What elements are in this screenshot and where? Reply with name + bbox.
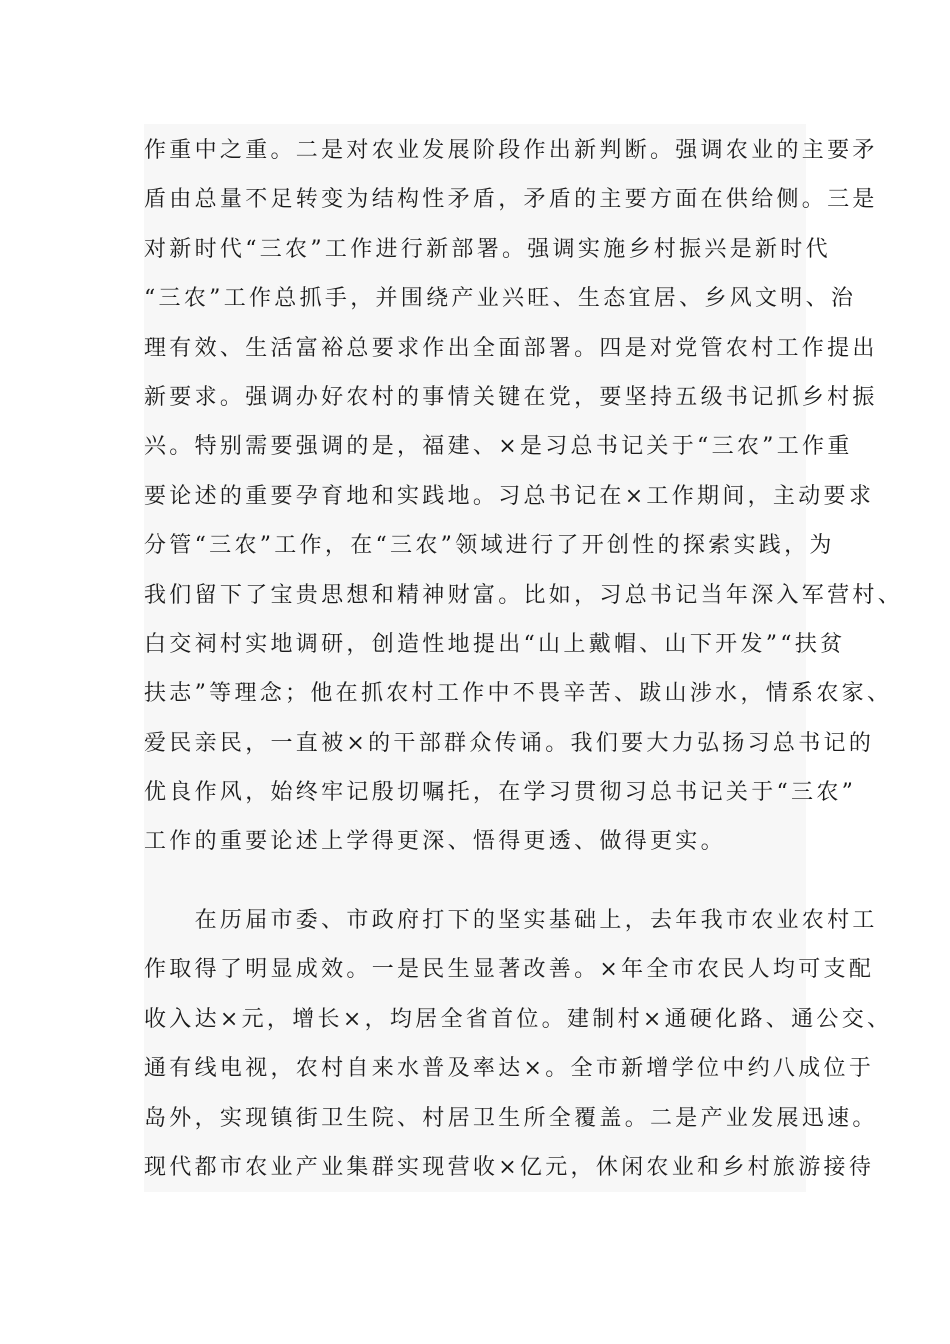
text-line: 我们留下了宝贵思想和精神财富。比如，习总书记当年深入军营村、 [144, 582, 904, 608]
text-line: 在历届市委、市政府打下的坚实基础上，去年我市农业农村工 [144, 908, 878, 933]
document-text-block [144, 124, 904, 1192]
text-line: 新要求。强调办好农村的事情关键在党，要坚持五级书记抓乡村振 [144, 384, 878, 410]
text-line: 爱民亲民，一直被×的干部群众传诵。我们要大力弘扬习总书记的 [144, 730, 875, 756]
text-line: 作重中之重。二是对农业发展阶段作出新判断。强调农业的主要矛 [144, 138, 878, 163]
text-line: 通有线电视，农村自来水普及率达×。全市新增学位中约八成位于 [144, 1056, 875, 1082]
text-line: 对新时代“三农”工作进行新部署。强调实施乡村振兴是新时代 [144, 236, 831, 262]
text-line: 盾由总量不足转变为结构性矛盾，矛盾的主要方面在供给侧。三是 [144, 187, 878, 213]
text-line: 扶志”等理念；他在抓农村工作中不畏辛苦、跋山涉水，情系农家、 [144, 681, 893, 707]
text-line: 岛外，实现镇街卫生院、村居卫生所全覆盖。二是产业发展迅速。 [144, 1105, 878, 1131]
paragraph-1 [144, 126, 904, 867]
text-line: 要论述的重要孕育地和实践地。习总书记在×工作期间，主动要求 [144, 483, 875, 509]
text-line: 收入达×元，增长×，均居全省首位。建制村×通硬化路、通公交、 [144, 1006, 893, 1032]
text-line: 分管“三农”工作，在“三农”领域进行了开创性的探索实践，为 [144, 533, 835, 559]
text-line: 作取得了明显成效。一是民生显著改善。×年全市农民人均可支配 [144, 957, 875, 983]
text-line: 现代都市农业产业集群实现营收×亿元，休闲农业和乡村旅游接待 [144, 1154, 875, 1180]
text-line: 白交祠村实地调研，创造性地提出“山上戴帽、山下开发”“扶贫 [144, 631, 846, 657]
text-line: 理有效、生活富裕总要求作出全面部署。四是对党管农村工作提出 [144, 335, 878, 361]
paragraph-2 [144, 896, 893, 1192]
text-line: 优良作风，始终牢记殷切嘱托，在学习贯彻习总书记关于“三农” [144, 780, 857, 806]
text-line: 工作的重要论述上学得更深、悟得更透、做得更实。 [144, 829, 726, 855]
text-line: 兴。特别需要强调的是，福建、×是习总书记关于“三农”工作重 [144, 434, 853, 460]
text-line: “三农”工作总抓手，并围绕产业兴旺、生态宜居、乡风文明、治 [144, 286, 857, 312]
